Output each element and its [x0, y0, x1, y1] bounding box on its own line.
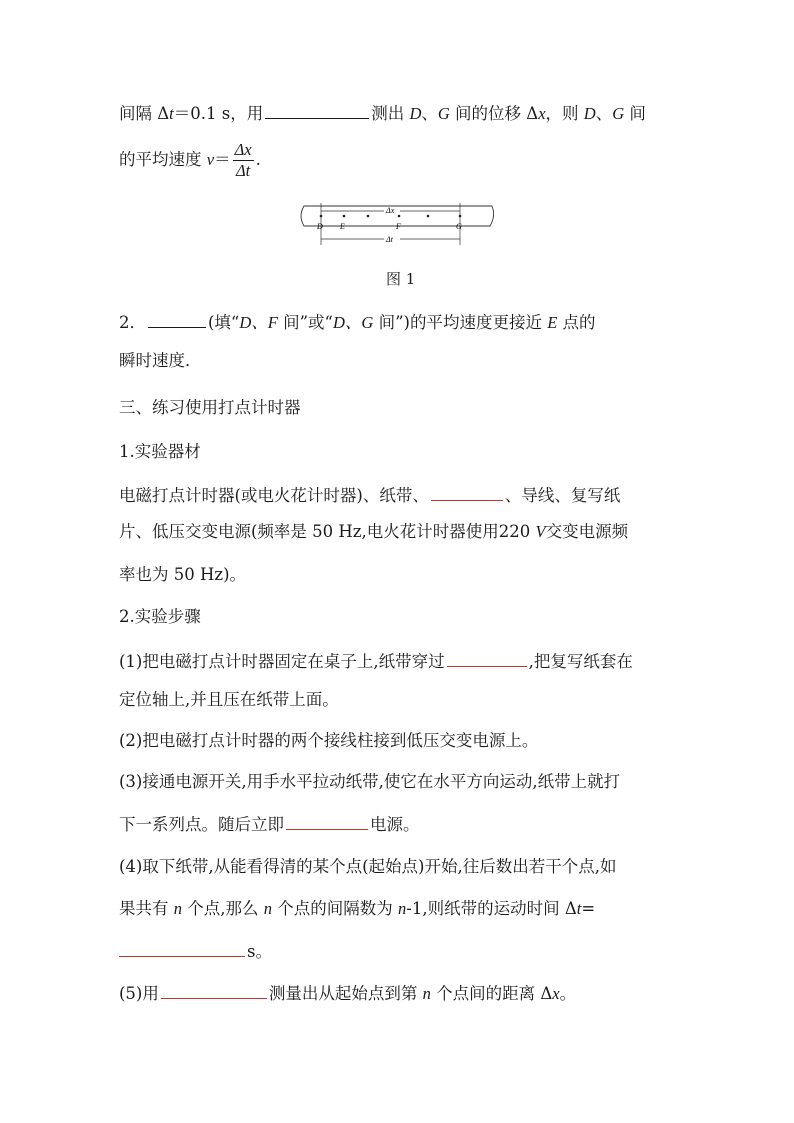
- fraction-numerator: Δx: [234, 140, 252, 159]
- step-4-line-3: [119, 938, 272, 964]
- text: ＝0.1 s，用: [173, 104, 264, 123]
- text: 间的位移 Δ: [449, 104, 539, 123]
- fraction: [233, 140, 254, 181]
- text: 个点的间隔数为: [272, 899, 398, 918]
- dot: [398, 215, 401, 218]
- text: 个点间的距离 Δ: [430, 984, 553, 1003]
- blank-step-1[interactable]: [447, 648, 527, 667]
- label-D: D: [317, 222, 323, 231]
- var-G: G: [612, 104, 625, 123]
- text: 片、低压交变电源(频率是 50 Hz,电火花计时器使用220: [119, 522, 536, 541]
- label-G: G: [456, 222, 462, 231]
- text: 、: [595, 104, 613, 123]
- text: (5)用: [119, 984, 159, 1003]
- var-t: t: [169, 104, 174, 123]
- blank-step-4[interactable]: [119, 938, 245, 957]
- section-title: 三、练习使用打点计时器: [119, 398, 301, 417]
- text: 电源。: [370, 815, 420, 834]
- figure-caption: 图 1: [386, 270, 416, 288]
- text: 电磁打点计时器(或电火花计时器)、纸带、: [119, 486, 429, 505]
- text: 间”)的平均速度更接近: [373, 313, 548, 332]
- step-4-line-1: (4)取下纸带,从能看得清的某个点(起始点)开始,往后数出若干个点,如: [119, 857, 617, 876]
- var-n: n: [398, 899, 407, 918]
- var-V: V: [535, 522, 546, 541]
- var-v: v: [206, 150, 215, 169]
- text: ,把复写纸套在: [528, 652, 633, 671]
- text: 、导线、复写纸: [504, 486, 621, 505]
- text: (1)把电磁打点计时器固定在桌子上,纸带穿过: [119, 652, 445, 671]
- blank-equipment[interactable]: [431, 482, 503, 501]
- var-n: n: [263, 899, 272, 918]
- text: 2．: [119, 313, 146, 332]
- text: D、F: [239, 313, 278, 332]
- var-G: G: [437, 104, 450, 123]
- dt-label: Δt: [386, 235, 393, 244]
- text: (填“: [208, 313, 240, 332]
- step-3-line-1: (3)接通电源开关,用手水平拉动纸带,使它在水平方向运动,纸带上就打: [119, 772, 621, 791]
- text: 。: [559, 984, 577, 1003]
- text: 果共有: [119, 899, 174, 918]
- text-line-1: [119, 100, 646, 126]
- materials-line-1: [119, 482, 620, 508]
- text: 的平均速度: [119, 150, 207, 169]
- var-E: E: [547, 313, 558, 332]
- var-x: x: [538, 104, 546, 123]
- question-2-line-2: 瞬时速度．: [119, 351, 202, 370]
- materials-line-3: 率也为 50 Hz)。: [119, 565, 247, 584]
- step-1-line-1: [119, 648, 633, 674]
- label-F: F: [396, 222, 401, 231]
- step-3-line-2: [119, 811, 420, 837]
- materials-line-2: [119, 520, 628, 544]
- text: 下一系列点。随后立即: [119, 815, 284, 834]
- text: 测出: [371, 104, 410, 123]
- var-n: n: [173, 899, 182, 918]
- blank-step-3[interactable]: [286, 811, 368, 830]
- var-x: x: [552, 984, 560, 1003]
- text: s。: [247, 942, 272, 961]
- question-2-line-1: [119, 309, 596, 335]
- step-4-line-2: [119, 897, 595, 921]
- text-line-2: [119, 138, 261, 182]
- text: .: [255, 150, 261, 169]
- dot: [343, 215, 346, 218]
- text: 个点,那么: [182, 899, 264, 918]
- step-5: [119, 980, 576, 1006]
- step-1-line-2: 定位轴上,并且压在纸带上面。: [119, 690, 339, 709]
- label-E: E: [340, 222, 345, 231]
- dot-D: [320, 215, 323, 218]
- text: 间”或“: [277, 313, 333, 332]
- dot-G: [459, 215, 462, 218]
- dot: [427, 215, 430, 218]
- step-2: (2)把电磁打点计时器的两个接线柱接到低压交变电源上。: [119, 731, 539, 750]
- text: =: [581, 899, 596, 918]
- text: D、G: [333, 313, 374, 332]
- text: 测量出从起始点到第: [268, 984, 423, 1003]
- blank-answer[interactable]: [148, 309, 206, 328]
- text: 点的: [557, 313, 596, 332]
- text: 间隔 Δ: [119, 104, 170, 123]
- blank-measuring-tool[interactable]: [265, 100, 369, 119]
- text: -1,则纸带的运动时间 Δ: [406, 899, 577, 918]
- text: 交变电源频: [545, 522, 629, 541]
- var-D: D: [583, 104, 596, 123]
- dx-label: Δx: [386, 206, 395, 215]
- text: 、: [421, 104, 438, 123]
- text: ＝: [214, 150, 231, 169]
- text: 间: [624, 104, 646, 123]
- var-D: D: [409, 104, 422, 123]
- blank-step-5[interactable]: [161, 980, 267, 999]
- dot: [367, 215, 370, 218]
- fraction-denominator: Δt: [235, 161, 251, 180]
- var-t: t: [576, 899, 582, 918]
- heading-equipment: 1.实验器材: [119, 442, 201, 461]
- tape-figure: [296, 198, 496, 248]
- text: ，则: [545, 104, 584, 123]
- var-n: n: [422, 984, 431, 1003]
- heading-steps: 2.实验步骤: [119, 607, 201, 626]
